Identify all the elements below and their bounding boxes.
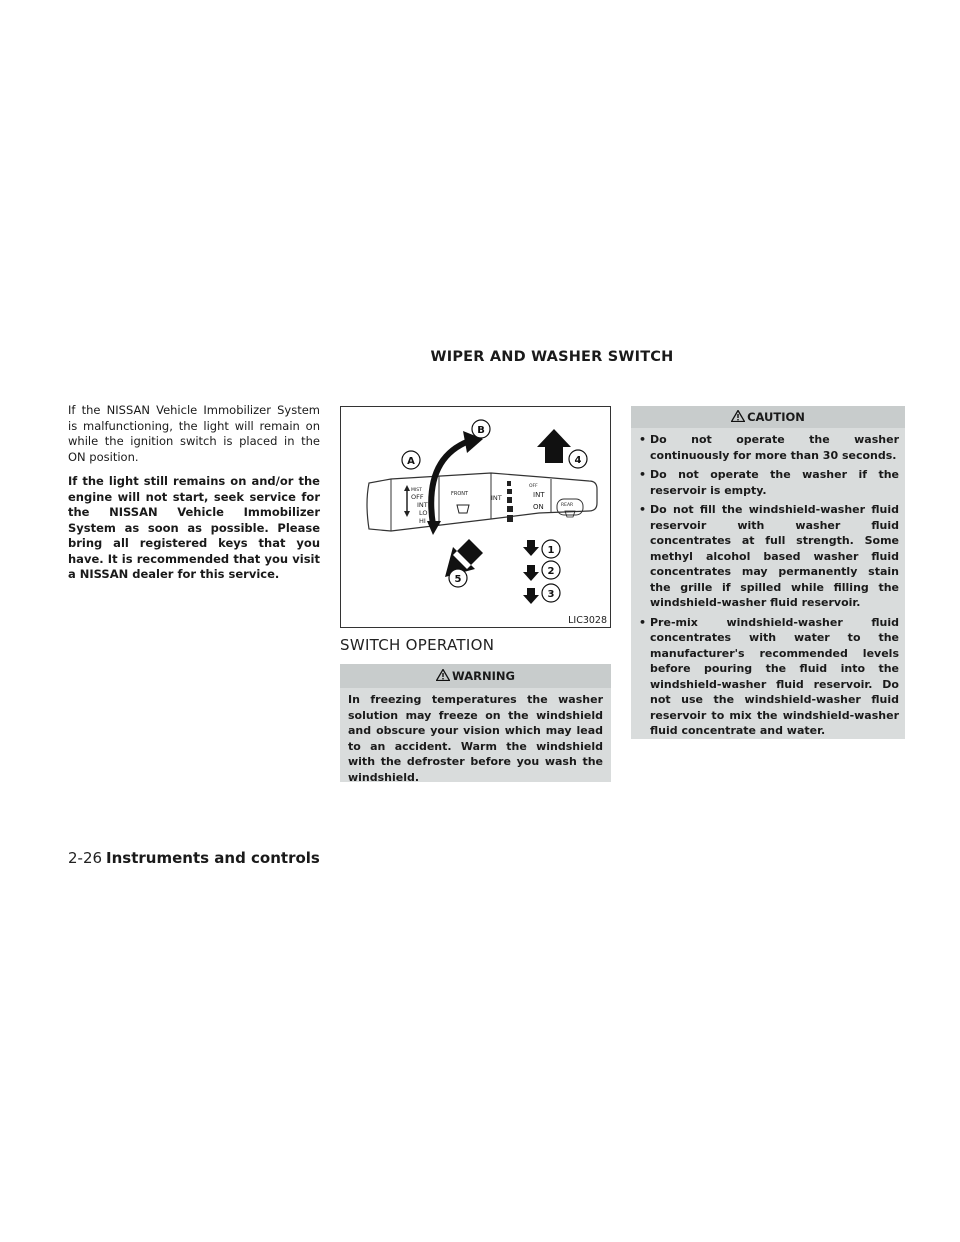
service-paragraph: If the light still remains on and/or the engine will not start, seek service for the NISSAN Vehicle Immobilizer System as soon as possible. Please bring all registered keys that you have. It is recommended that you visit a NISSAN dealer for this service. [68, 474, 320, 581]
callout-1: 1 [547, 545, 555, 556]
page-number: 2-26 [68, 849, 103, 867]
warning-box [340, 664, 611, 782]
stalk-label-mist: MIST [411, 488, 422, 493]
caution-item: • Do not operate the washer if the reservoir is empty. [639, 467, 899, 498]
warning-title: WARNING [452, 669, 515, 683]
down-arrow-3 [523, 588, 539, 604]
callout-2: 2 [547, 566, 555, 577]
wiper-stalk-illustration [341, 407, 610, 627]
stalk-label-off: OFF [411, 493, 424, 501]
callout-a: A [407, 456, 415, 467]
caution-item: • Pre-mix windshield-washer fluid concentrates with water to the manufacturer's recommended levels before pouring the fluid into the windshield-washer fluid reservoir. Do not use the windshield-washer fluid reservoir to mix the windshield-washer fluid concentrate and water. [639, 615, 899, 739]
caution-item: • Do not operate the washer continuously for more than 30 seconds. [639, 432, 899, 463]
immobilizer-paragraph: If the NISSAN Vehicle Immobilizer System is malfunctioning, the light will remain on while the ignition switch is placed in the ON position. [68, 403, 320, 464]
section-title: WIPER AND WASHER SWITCH [430, 349, 674, 365]
stalk-label-rear-int: INT [533, 491, 545, 499]
stalk-label-rear-on: ON [533, 503, 544, 511]
caution-header [631, 406, 905, 428]
down-arrow-1 [523, 540, 539, 556]
warning-text: In freezing temperatures the washer solution may freeze on the windshield and obscure your vision which may lead to an accident. Warm the windshield with the defroster before you wash the windshield. [348, 693, 603, 784]
switch-operation-heading: SWITCH OPERATION [340, 636, 495, 654]
stalk-body [367, 473, 597, 531]
stalk-label-int: INT [417, 501, 428, 509]
caution-title: CAUTION [747, 410, 805, 424]
warning-triangle-icon [436, 669, 450, 681]
wiper-switch-figure [340, 406, 611, 628]
page-footer [68, 849, 320, 867]
stalk-label-rear-off: OFF [529, 484, 538, 489]
stalk-label-front-int: INT [491, 494, 502, 502]
callout-b: B [477, 425, 485, 436]
callout-4: 4 [574, 455, 582, 466]
caution-triangle-icon [731, 410, 745, 422]
left-column [68, 403, 320, 592]
chapter-title: Instruments and controls [106, 849, 320, 867]
stalk-label-rear: REAR [561, 503, 574, 508]
warning-header [340, 664, 611, 688]
stalk-label-lo: LO [419, 509, 428, 517]
up-arrow [537, 429, 571, 463]
caution-item: • Do not fill the windshield-washer fluid reservoir with washer fluid concentrates at full strength. Some methyl alcohol based washer fluid concentrates may permanently stain the grille if spilled while filling the windshield-washer fluid reservoir. [639, 502, 899, 611]
callout-3: 3 [547, 589, 555, 600]
down-arrow-2 [523, 565, 539, 581]
caution-list [631, 428, 905, 739]
figure-code: LIC3028 [568, 615, 607, 626]
stalk-label-front: FRONT [451, 491, 469, 497]
callout-5: 5 [454, 574, 462, 585]
stalk-label-hi: HI [419, 517, 426, 525]
caution-box [631, 406, 905, 739]
